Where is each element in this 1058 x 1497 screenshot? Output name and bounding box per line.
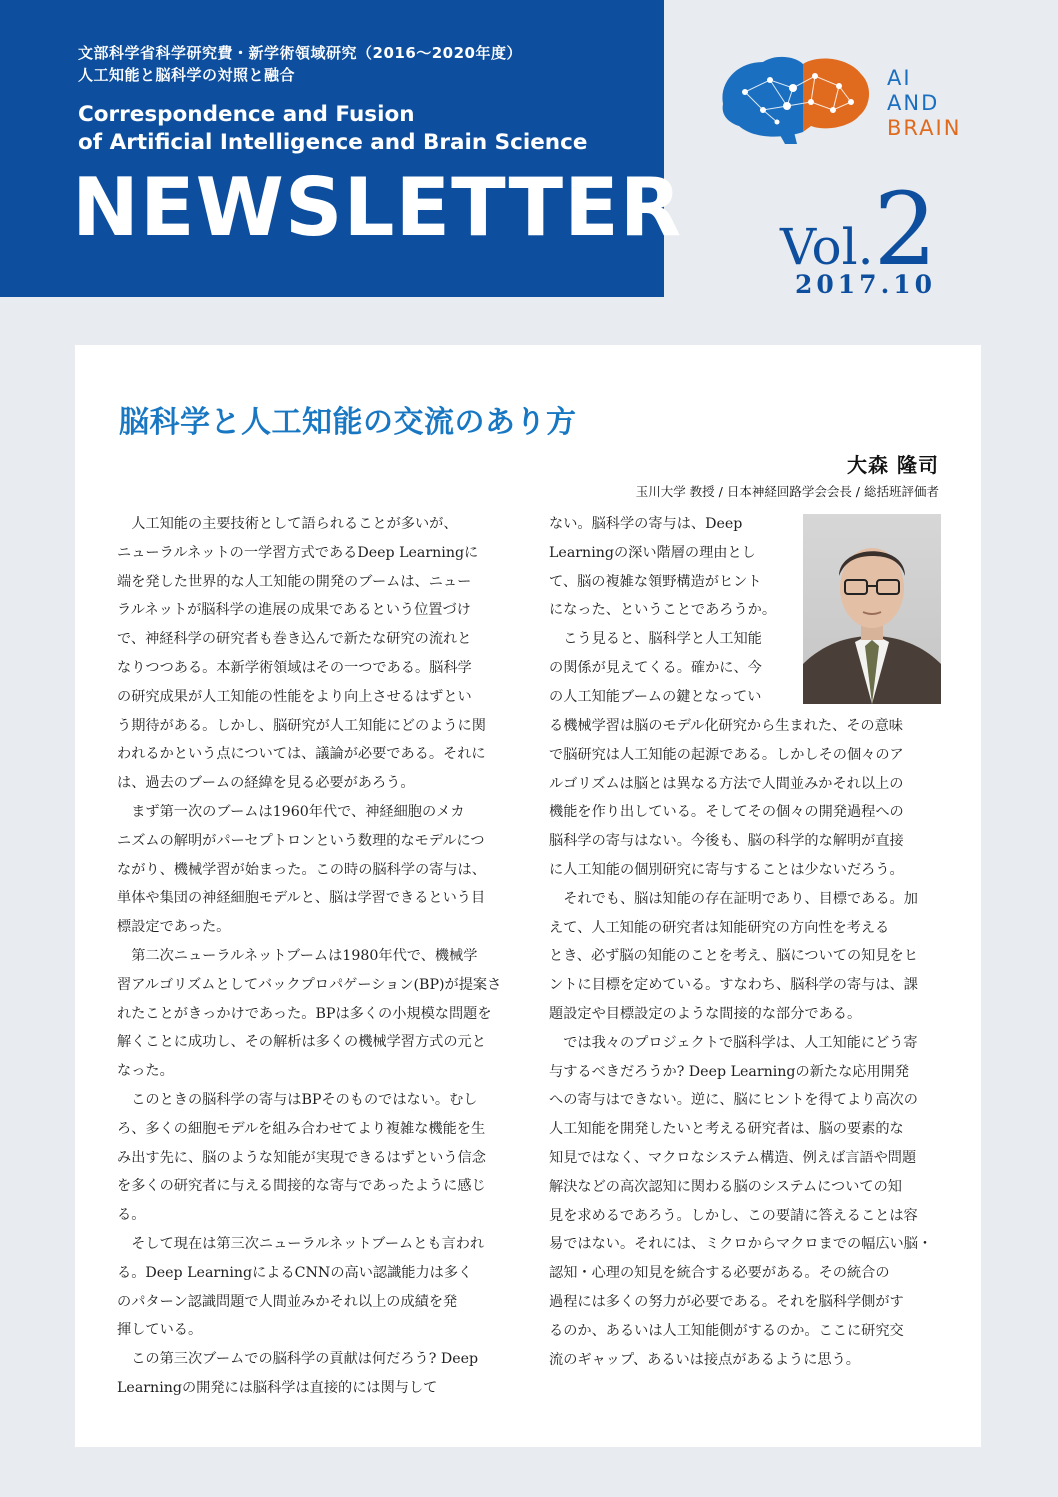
paragraph-line: 単体や集団の神経細胞モデルと、脳は学習できるという目: [117, 890, 486, 907]
author-portrait-icon: [803, 514, 941, 704]
left-column: [117, 510, 501, 1403]
right-column: [549, 712, 932, 1374]
paragraph-line: ラルネットが脳科学の進展の成果であるという位置づけ: [117, 602, 471, 619]
paragraph-line: ニューラルネットの一学習方式であるDeep Learningに: [117, 544, 479, 561]
project-title-en-line2: of Artificial Intelligence and Brain Science: [78, 130, 588, 155]
paragraph-line: る。Deep LearningによるCNNの高い認識能力は多く: [117, 1264, 473, 1281]
volume-number: 2: [873, 171, 938, 288]
paragraph-line: る。: [117, 1207, 146, 1224]
paragraph-line: を多くの研究者に与える間接的な寄与であったように感じ: [117, 1178, 486, 1195]
newsletter-heading: NEWSLETTER: [72, 161, 683, 254]
paragraph-line: るのか、あるいは人工知能側がするのか。ここに研究交: [549, 1322, 904, 1339]
paragraph-line: に人工知能の個別研究に寄与することは少ないだろう。: [549, 861, 904, 878]
paragraph-line: とき、必ず脳の知能のことを考え、脳についての知見をヒ: [549, 948, 918, 965]
paragraph-line: ントに目標を定めている。すなわち、脳科学の寄与は、課: [549, 977, 918, 994]
project-title-en-line1: Correspondence and Fusion: [78, 102, 415, 127]
paragraph-line: への寄与はできない。逆に、脳にヒントを得てより高次の: [549, 1092, 918, 1109]
paragraph-line: では我々のプロジェクトで脳科学は、人工知能にどう寄: [549, 1034, 918, 1051]
paragraph-line: で、神経科学の研究者も巻き込んで新たな研究の流れと: [117, 631, 472, 648]
logo-brain-text: BRAIN: [887, 116, 962, 140]
volume-prefix: Vol.: [780, 218, 874, 276]
paragraph-line: 人工知能の主要技術として語られることが多いが、: [117, 516, 458, 532]
paragraph-line: ニズムの解明がパーセプトロンという数理的なモデルにつ: [117, 832, 485, 849]
paragraph-line: ろ、多くの細胞モデルを組み合わせてより複雑な機能を生: [117, 1120, 486, 1137]
ai-and-brain-logo: [715, 52, 995, 147]
header-banner: [0, 0, 683, 297]
paragraph-line: の人工知能ブームの鍵となってい: [549, 688, 762, 705]
paragraph-line: になった、ということであろうか。: [549, 602, 777, 619]
paragraph-line: の研究成果が人工知能の性能をより向上させるはずとい: [117, 688, 472, 705]
brain-network-icon: [715, 52, 875, 144]
logo-ai-text: AI: [887, 66, 912, 90]
author-name: 大森 隆司: [847, 453, 939, 477]
paragraph-line: 機能を作り出している。そしてその個々の開発過程への: [549, 804, 904, 821]
paragraph-line: それでも、脳は知能の存在証明であり、目標である。加: [549, 890, 918, 907]
paragraph-line: 流のギャップ、あるいは接点があるように思う。: [549, 1351, 860, 1368]
article-title: 脳科学と人工知能の交流のあり方: [119, 405, 577, 440]
paragraph-line: 人工知能を開発したいと考える研究者は、脳の要素的な: [549, 1121, 904, 1138]
paragraph-line: Learningの深い階層の理由とし: [549, 544, 756, 561]
paragraph-line: この第三次ブームでの脳科学の貢献は何だろう? Deep: [117, 1351, 479, 1368]
paragraph-line: このときの脳科学の寄与はBPそのものではない。むし: [117, 1091, 478, 1108]
paragraph-line: のパターン認識問題で人間並みかそれ以上の成績を発: [117, 1293, 458, 1310]
grant-title: 文部科学省科学研究費・新学術領域研究（2016～2020年度）: [78, 44, 522, 62]
paragraph-line: まず第一次のブームは1960年代で、神経細胞のメカ: [117, 803, 465, 820]
paragraph-line: ながり、機械学習が始まった。この時の脳科学の寄与は、: [117, 861, 486, 878]
paragraph-line: 端を発した世界的な人工知能の開発のブームは、ニュー: [117, 573, 472, 590]
paragraph-line: 解決などの高次認知に関わる脳のシステムについての知: [549, 1178, 902, 1195]
paragraph-line: て、脳の複雑な領野構造がヒント: [549, 573, 762, 590]
paragraph-line: 認知・心理の知見を統合する必要がある。その統合の: [549, 1265, 890, 1282]
issue-date: 2017.10: [795, 270, 937, 299]
paragraph-line: る機械学習は脳のモデル化研究から生まれた、その意味: [549, 718, 903, 734]
paragraph-line: は、過去のブームの経緯を見る必要があろう。: [117, 775, 415, 792]
paragraph-line: う期待がある。しかし、脳研究が人工知能にどのように関: [117, 717, 486, 734]
paragraph-line: で脳研究は人工知能の起源である。しかしその個々のア: [549, 746, 904, 763]
paragraph-line: えて、人工知能の研究者は知能研究の方向性を考える: [549, 919, 890, 936]
author-affiliation: 玉川大学 教授 / 日本神経回路学会会長 / 総括班評価者: [635, 484, 939, 499]
paragraph-line: 与するべきだろうか? Deep Learningの新たな応用開発: [549, 1063, 910, 1080]
author-photo: [803, 514, 941, 704]
right-column-top: [549, 510, 776, 712]
paragraph-line: の関係が見えてくる。確かに、今: [549, 659, 762, 676]
paragraph-line: ルゴリズムは脳とは異なる方法で人間並みかそれ以上の: [549, 775, 904, 792]
paragraph-line: 習アルゴリズムとしてバックプロパゲーション(BP)が提案さ: [117, 976, 502, 993]
paragraph-line: 見を求めるであろう。しかし、この要請に答えることは容: [549, 1207, 918, 1224]
paragraph-line: Learningの開発には脳科学は直接的には関与して: [117, 1379, 438, 1396]
paragraph-line: 知見ではなく、マクロなシステム構造、例えば言語や問題: [549, 1149, 917, 1166]
paragraph-line: み出す先に、脳のような知能が実現できるはずという信念: [117, 1149, 486, 1166]
paragraph-line: 易ではない。それには、ミクロからマクロまでの幅広い脳・: [549, 1236, 933, 1253]
paragraph-line: 標設定であった。: [117, 919, 231, 936]
logo-and-text: AND: [887, 91, 940, 115]
paragraph-line: 揮している。: [117, 1322, 203, 1339]
article-card: [75, 345, 981, 1447]
paragraph-line: こう見ると、脳科学と人工知能: [549, 631, 762, 648]
paragraph-line: なりつつある。本新学術領域はその一つである。脳科学: [117, 659, 472, 676]
paragraph-line: 解くことに成功し、その解析は多くの機械学習方式の元と: [117, 1034, 486, 1051]
paragraph-line: 題設定や目標設定のような間接的な部分である。: [549, 1005, 862, 1022]
paragraph-line: なった。: [117, 1063, 174, 1080]
paragraph-line: 第二次ニューラルネットブームは1980年代で、機械学: [117, 947, 478, 964]
paragraph-line: 過程には多くの努力が必要である。それを脳科学側がす: [549, 1293, 904, 1310]
paragraph-line: ない。脳科学の寄与は、Deep: [549, 516, 743, 532]
paragraph-line: 脳科学の寄与はない。今後も、脳の科学的な解明が直接: [549, 833, 904, 850]
paragraph-line: われるかという点については、議論が必要である。それに: [117, 746, 486, 763]
paragraph-line: そして現在は第三次ニューラルネットブームとも言われ: [117, 1235, 485, 1252]
paragraph-line: れたことがきっかけであった。BPは多くの小規模な問題を: [117, 1005, 492, 1022]
project-title-jp: 人工知能と脳科学の対照と融合: [78, 66, 296, 84]
